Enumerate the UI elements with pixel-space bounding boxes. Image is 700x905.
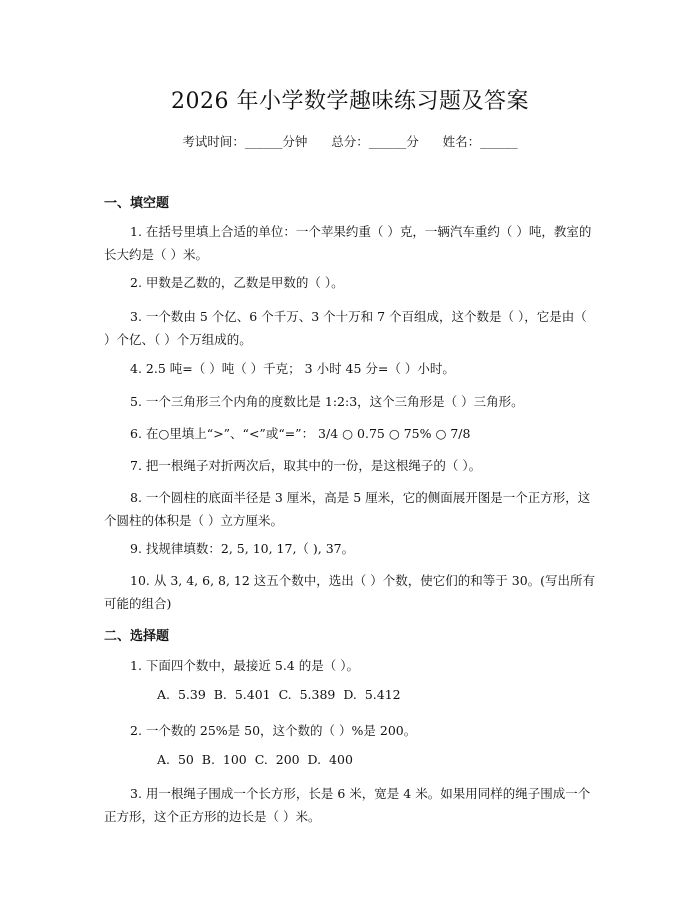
fill-question-8: 8. 一个圆柱的底面半径是 3 厘米，高是 5 厘米，它的侧面展开图是一个正方形，这个圆柱的体积是（ ）立方厘米。 (104, 490, 591, 528)
fill-question-7: 7. 把一根绳子对折两次后，取其中的一份，是这根绳子的（ ）。 (130, 458, 482, 473)
choice-question-1: 1. 下面四个数中，最接近 5.4 的是（ ）。 (130, 658, 359, 673)
choice-question-1-options: A. 5.39 B. 5.401 C. 5.389 D. 5.412 (157, 687, 401, 702)
fill-question-1: 1. 在括号里填上合适的单位：一个苹果约重（ ）克，一辆汽车重约（ ）吨，教室的长大约是（ ）米。 (104, 224, 592, 262)
page-title: 2026 年小学数学趣味练习题及答案 (171, 89, 529, 114)
fill-question-10: 10. 从 3, 4, 6, 8, 12 这五个数中，选出（ ）个数，使它们的和等于 30。(写出所有可能的组合) (104, 573, 596, 611)
fill-question-4: 4. 2.5 吨=（ ）吨（ ）千克； 3 小时 45 分=（ ）小时。 (130, 361, 455, 376)
section-heading-choice: 二、选择题 (104, 629, 170, 644)
fill-question-6: 6. 在○里填上“>”、“<”或“=”： 3/4 ○ 0.75 ○ 75% ○ 7/8 (130, 426, 471, 441)
choice-question-2-options: A. 50 B. 100 C. 200 D. 400 (157, 752, 353, 767)
section-heading-fill: 一、填空题 (104, 196, 170, 211)
fill-question-3: 3. 一个数由 5 个亿、6 个千万、3 个十万和 7 个百组成，这个数是（ ），它是由（ ）个亿、（ ）个万组成的。 (104, 309, 587, 347)
fill-question-2: 2. 甲数是乙数的，乙数是甲数的（ ）。 (130, 275, 344, 290)
choice-question-2: 2. 一个数的 25%是 50，这个数的（ ）%是 200。 (130, 723, 417, 738)
exam-meta-line: 考试时间：______分钟 总分：______分 姓名：______ (182, 134, 518, 149)
choice-question-3: 3. 用一根绳子围成一个长方形，长是 6 米，宽是 4 米。如果用同样的绳子围成一个正方形，这个正方形的边长是（ ）米。 (104, 786, 591, 824)
fill-question-9: 9. 找规律填数：2, 5, 10, 17,（ ), 37。 (130, 541, 355, 556)
fill-question-5: 5. 一个三角形三个内角的度数比是 1:2:3，这个三角形是（ ）三角形。 (130, 394, 524, 409)
